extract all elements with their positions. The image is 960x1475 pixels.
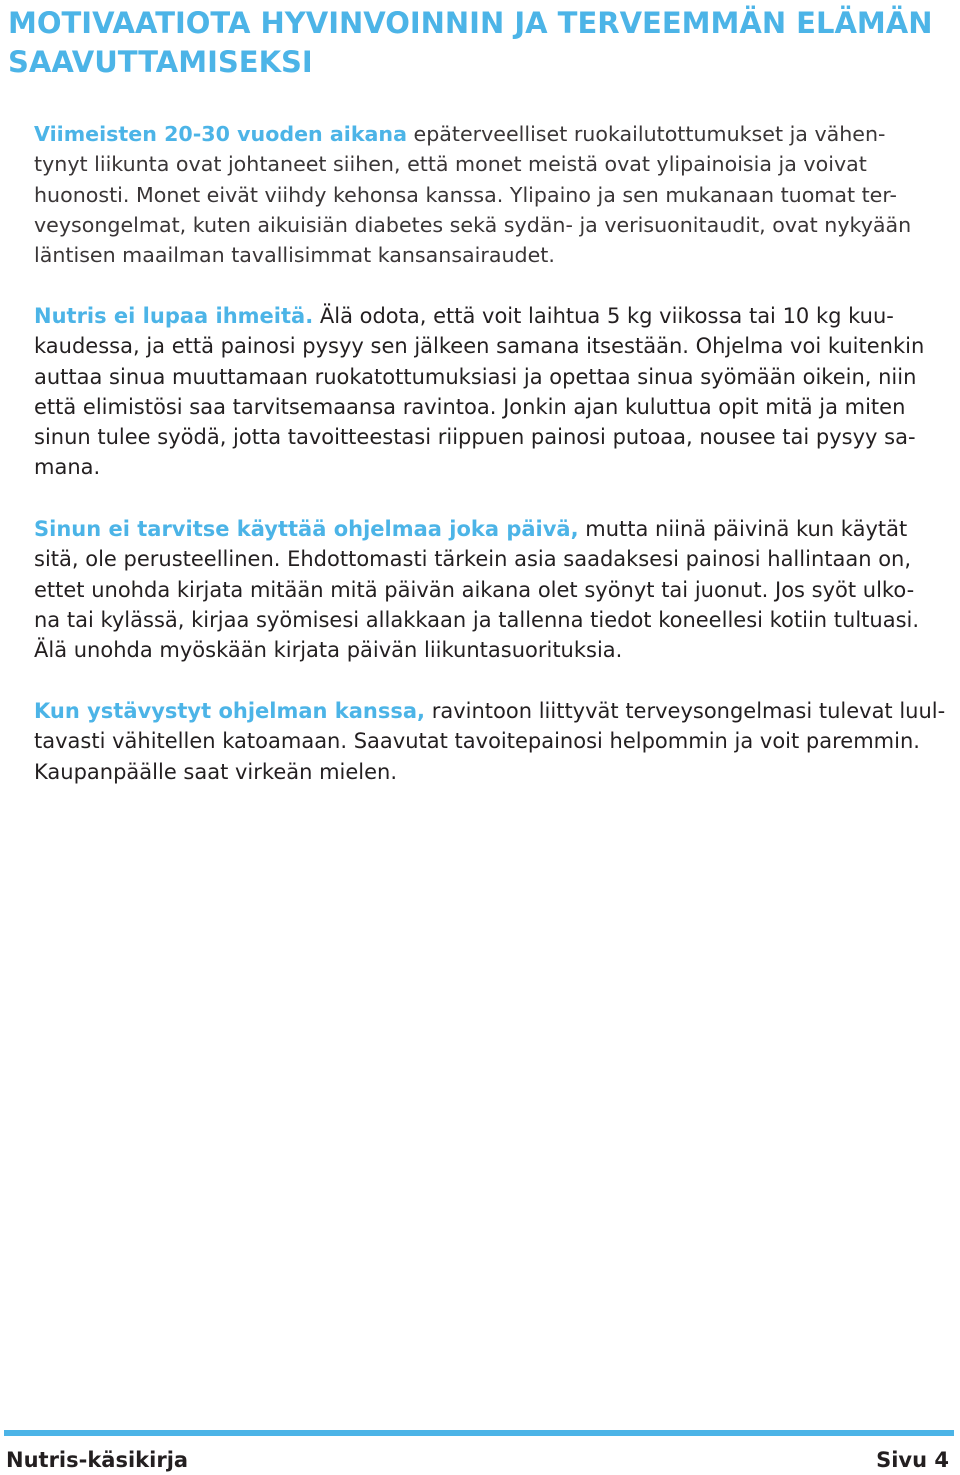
- paragraph-2: [34, 301, 954, 483]
- footer-document-title: Nutris-käsikirja: [6, 1448, 189, 1472]
- paragraph-3-line-3: ettet unohda kirjata mitään mitä päivän aikana olet syönyt tai juonut. Jos syöt ulko-: [34, 577, 915, 602]
- page-title-line-1: MOTIVAATIOTA HYVINVOINNIN JA TERVEEMMÄN ELÄMÄN: [8, 6, 933, 40]
- paragraph-2-lead: Nutris ei lupaa ihmeitä.: [34, 304, 314, 328]
- paragraph-2-line-2: kaudessa, ja että painosi pysyy sen jälkeen samana itsestään. Ohjelma voi kuitenkin: [34, 334, 925, 359]
- paragraph-3-line-1: [34, 514, 954, 544]
- paragraph-2-line-4: että elimistösi saa tarvitsemaansa ravintoa. Jonkin ajan kuluttua opit mitä ja miten: [34, 394, 906, 419]
- paragraph-2-line-3: auttaa sinua muuttamaan ruokatottumuksiasi ja opettaa sinua syömään oikein, niin: [34, 364, 917, 389]
- paragraph-1-line-5: läntisen maailman tavallisimmat kansansairaudet.: [34, 243, 555, 268]
- paragraph-1-lead: Viimeisten 20-30 vuoden aikana: [34, 122, 407, 146]
- paragraph-4-text: ravintoon liittyvät terveysongelmasi tulevat luul-: [425, 699, 946, 723]
- paragraph-2-line-1: [34, 301, 954, 331]
- paragraph-4-line-2: tavasti vähitellen katoamaan. Saavutat tavoitepainosi helpommin ja voit paremmin.: [34, 729, 920, 754]
- paragraph-1-line-1: [34, 119, 954, 149]
- paragraph-1-line-4: veysongelmat, kuten aikuisiän diabetes sekä sydän- ja verisuonitaudit, ovat nykyään: [34, 212, 912, 237]
- paragraph-1-line-3: huonosti. Monet eivät viihdy kehonsa kanssa. Ylipaino ja sen mukanaan tuomat ter-: [34, 182, 897, 207]
- paragraph-2-line-6: mana.: [34, 455, 101, 480]
- page-title: [8, 4, 948, 82]
- paragraph-3: [34, 514, 954, 665]
- paragraph-1: [34, 119, 954, 270]
- paragraph-3-lead: Sinun ei tarvitse käyttää ohjelmaa joka päivä,: [34, 517, 579, 541]
- paragraph-3-text: mutta niinä päivinä kun käytät: [578, 517, 908, 541]
- paragraph-4-lead: Kun ystävystyt ohjelman kanssa,: [34, 699, 426, 723]
- paragraph-3-line-5: Älä unohda myöskään kirjata päivän liikuntasuorituksia.: [34, 638, 623, 663]
- footer-page-number: Sivu 4: [876, 1448, 949, 1472]
- footer-divider: [4, 1430, 954, 1436]
- paragraph-1-line-2: tynyt liikunta ovat johtaneet siihen, että monet meistä ovat ylipainoisia ja voivat: [34, 152, 867, 177]
- paragraph-3-line-4: na tai kylässä, kirjaa syömisesi allakkaan ja tallenna tiedot koneellesi kotiin tultuasi.: [34, 607, 920, 632]
- paragraph-4-line-3: Kaupanpäälle saat virkeän mielen.: [34, 759, 398, 784]
- paragraph-2-text: Älä odota, että voit laihtua 5 kg viikossa tai 10 kg kuu-: [313, 304, 894, 328]
- paragraph-4: [34, 696, 954, 787]
- paragraph-1-text: epäterveelliset ruokailutottumukset ja vähen-: [407, 122, 886, 146]
- paragraph-2-line-5: sinun tulee syödä, jotta tavoitteestasi riippuen painosi putoaa, nousee tai pysyy sa-: [34, 425, 916, 450]
- paragraph-4-line-1: [34, 696, 954, 726]
- page-title-line-2: SAAVUTTAMISEKSI: [8, 45, 313, 79]
- paragraph-3-line-2: sitä, ole perusteellinen. Ehdottomasti tärkein asia saadaksesi painosi hallintaan on,: [34, 547, 912, 572]
